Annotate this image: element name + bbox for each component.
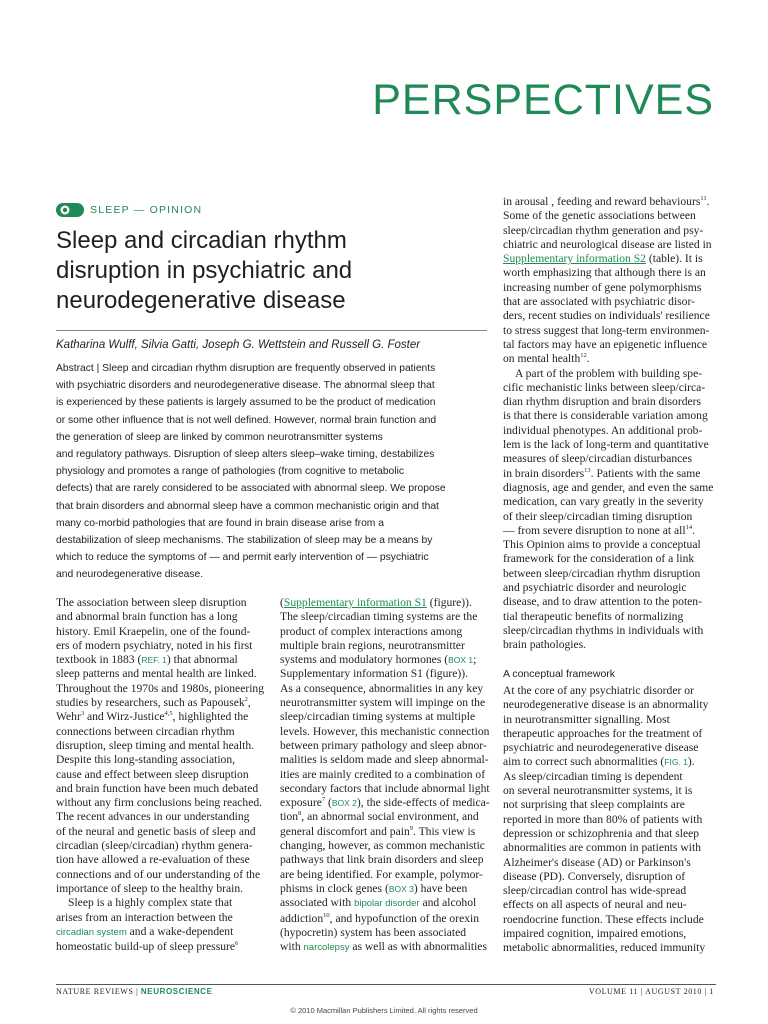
supplementary-link[interactable]: Supplementary information S1 [283, 596, 427, 609]
body-line: psychiatric and neurodegenerative disease [503, 741, 699, 755]
text-run: ( [280, 596, 284, 609]
body-line: and psychiatric disorder and neurologic [503, 581, 687, 595]
text-run: and alcohol [419, 896, 477, 910]
body-line: Throughout the 1970s and 1980s, pioneering [56, 681, 265, 695]
body-line [503, 755, 708, 769]
body-line: Supplementary information S1 (figure)). [280, 667, 469, 681]
author-list: Katharina Wulff, Silvia Gatti, Joseph G. Wettstein and Russell G. Foster [56, 339, 421, 351]
body-line: disease (PD). Conversely, disruption of [503, 869, 686, 883]
body-line: The association between sleep disruption [56, 596, 247, 609]
title-line: Sleep and circadian rhythm [56, 227, 347, 254]
abstract [56, 360, 490, 584]
text-run: . [586, 352, 590, 366]
citation-superscript: 13 [584, 466, 591, 474]
body-column-3 [503, 195, 713, 653]
body-line [280, 940, 490, 955]
article-title [56, 226, 486, 316]
citation-superscript: 8 [298, 810, 302, 818]
body-line [280, 825, 490, 839]
body-line [280, 882, 490, 896]
body-line: disease, and to draw attention to the poten- [503, 595, 702, 609]
body-line [503, 467, 713, 481]
body-line: without any firm conclusions being reached. [56, 796, 263, 810]
journal-name-part: NATURE REVIEWS | [56, 987, 141, 996]
body-line: multiple brain regions, neurotransmitter [280, 638, 465, 652]
text-run: — from severe disruption to none at all [503, 523, 686, 537]
text-run: ; [473, 653, 477, 667]
body-line: of the neural and genetic basis of sleep and [56, 824, 256, 838]
body-line: Some of the genetic associations between [503, 209, 696, 223]
text-run: ( [325, 796, 332, 810]
category-label: SLEEP — OPINION [90, 204, 203, 216]
citation-superscript: 3 [80, 710, 85, 718]
body-line: between sleep/circadian rhythm disruption [503, 566, 701, 580]
body-line: effects on all aspects of neural and neu- [503, 898, 687, 912]
body-line: disruption, sleep timing and mental health. [56, 738, 255, 752]
glossary-term[interactable]: circadian system [56, 926, 127, 938]
body-line: ders, recent studies on individuals' resilience [503, 309, 710, 323]
text-run: ). [687, 755, 695, 769]
body-line: tial therapeutic benefits of normalizing [503, 609, 684, 623]
text-run: on mental health [503, 352, 581, 366]
body-line: This Opinion aims to provide a conceptual [503, 538, 701, 552]
body-line [280, 596, 490, 610]
text-run: with [280, 940, 304, 954]
body-line: is that there is considerable variation among [503, 409, 708, 423]
body-column-3-lower [503, 684, 708, 956]
footer-divider [56, 984, 716, 985]
body-line [280, 653, 490, 667]
body-line [280, 912, 490, 926]
body-line [280, 810, 490, 824]
text-run: , an abnormal social environment, and [301, 810, 479, 824]
body-line: circadian (sleep/circadian) rhythm genera- [56, 839, 253, 853]
citation-superscript: 7 [321, 796, 326, 804]
abstract-line: with psychiatric disorders and neurodegenerative disease. The abnormal sleep that [56, 380, 435, 392]
body-line: and brain function have been much debated [56, 781, 259, 795]
citation-superscript: 4,5 [164, 710, 173, 718]
text-run: and Wirz-Justice [84, 710, 165, 724]
body-line: individual phenotypes. An additional prob- [503, 423, 703, 437]
body-line: impaired cognition, impaired emotions, [503, 927, 687, 941]
body-line: chiatric and neurological disease are listed in [503, 237, 712, 251]
abstract-line: the generation of sleep are linked by common neurotransmitter systems [56, 431, 383, 443]
body-line [56, 696, 264, 710]
body-line: of their sleep/circadian timing disruption [503, 509, 693, 523]
body-line: sleep/circadian timing systems at multiple [280, 710, 476, 724]
body-line: are being identified. For example, polymor- [280, 867, 483, 881]
body-line: secondary factors that include abnormal light [280, 781, 490, 795]
body-line: tion have allowed a re-evaluation of these [56, 853, 250, 867]
body-line: roendocrine function. These effects include [503, 912, 704, 926]
figure-link[interactable]: FIG. 1 [664, 757, 688, 768]
journal-name-part: NEUROSCIENCE [140, 987, 213, 996]
body-line: therapeutic approaches for the treatment of [503, 726, 703, 740]
body-line: medication, can vary greatly in the severity [503, 495, 704, 509]
body-column-2 [280, 596, 490, 955]
text-run: in brain disorders [503, 466, 585, 480]
body-line: changing, however, as common mechanistic [280, 839, 485, 853]
body-line: product of complex interactions among [280, 624, 463, 638]
body-line: At the core of any psychiatric disorder or [503, 684, 694, 697]
text-run: (table). It is [645, 252, 703, 266]
body-line: and abnormal brain function has a long [56, 610, 238, 624]
text-run: associated with [280, 896, 355, 910]
body-line: abnormalities are common in patients with [503, 841, 702, 855]
body-line [56, 710, 264, 724]
body-line: tal factors may have an epigenetic influence [503, 337, 708, 351]
body-line: cause and effect between sleep disruption [56, 767, 249, 781]
abstract-line: defects) that are rarely considered to be associated with abnormal sleep. We propose [56, 483, 446, 495]
abstract-line: and neurodegenerative disease. [56, 569, 204, 581]
abstract-line: and regulatory pathways. Disruption of sleep alters sleep–wake timing, destabilizes [56, 449, 435, 461]
citation-superscript: 6 [235, 940, 239, 948]
text-run: , highlighted the [172, 710, 249, 724]
body-line: malities is seldom made and sleep abnormal- [280, 753, 489, 767]
body-line: diagnosis, age and gender, and even the same [503, 480, 714, 494]
abstract-line: Abstract | Sleep and circadian rhythm disruption are frequently observed in patients [56, 363, 436, 374]
body-line [503, 524, 713, 538]
body-line: connections and of our understanding of the [56, 867, 261, 881]
body-line: framework for the consideration of a link [503, 552, 695, 566]
section-subheading: A conceptual framework [503, 668, 616, 680]
text-run: phisms in clock genes ( [280, 881, 389, 895]
copyright-notice: © 2010 Macmillan Publishers Limited. All rights reserved [290, 1006, 478, 1015]
body-line: depression or schizophrenia and that sleep [503, 826, 700, 840]
title-divider [56, 330, 487, 331]
text-run: ) have been [413, 881, 468, 895]
body-line: Despite this long-standing association, [56, 753, 236, 767]
body-line: As a consequence, abnormalities in any key [280, 681, 484, 695]
text-run: ) that abnormal [166, 653, 238, 667]
text-run: tion [280, 810, 299, 824]
text-run: (figure)). [426, 596, 472, 609]
text-run: in arousal , feeding and reward behaviours [503, 195, 701, 208]
abstract-line: which to reduce the symptoms of — and permit early intervention of — psychiatric [56, 552, 429, 564]
body-line: between primary pathology and sleep abnor- [280, 738, 487, 752]
body-line: to stress suggest that long-term environmen- [503, 323, 710, 337]
body-line [503, 252, 713, 266]
body-line: Alzheimer's disease (AD) or Parkinson's [503, 855, 691, 869]
body-line: sleep/circadian rhythms in individuals with [503, 623, 704, 637]
text-run: . This view is [413, 824, 476, 838]
body-line [280, 896, 490, 911]
body-line: levels. However, this mechanistic connection [280, 724, 490, 738]
body-line: ers of modern psychiatry, noted in his first [56, 638, 253, 652]
citation-superscript: 10 [323, 911, 330, 919]
body-line: neurodegenerative disease is an abnormality [503, 698, 709, 712]
body-line [56, 940, 264, 954]
body-line: history. Emil Kraepelin, one of the found- [56, 624, 251, 638]
supplementary-link[interactable]: Supplementary information S2 [503, 252, 646, 266]
text-run: . Patients with the same [590, 466, 701, 480]
body-line: arises from an interaction between the [56, 910, 233, 924]
body-line [503, 352, 713, 366]
body-line: dian rhythm disruption and brain disorders [503, 395, 702, 409]
text-run: exposure [280, 796, 322, 810]
body-line: measures of sleep/circadian disturbances [503, 452, 692, 466]
citation-superscript: 11 [700, 195, 707, 203]
body-line: importance of sleep to the healthy brain. [56, 881, 244, 895]
body-line: on several neurotransmitter systems, it is [503, 784, 693, 798]
abstract-line: physiology and promotes a range of pathologies (from cognitive to metabolic [56, 466, 405, 478]
body-line: A part of the problem with building spe- [515, 366, 703, 380]
body-line: sleep/circadian control has wide-spread [503, 884, 687, 898]
body-line: pathways that link brain disorders and sleep [280, 853, 484, 867]
body-line: lem is the lack of long-term and quantitative [503, 438, 709, 452]
body-line: sleep patterns and mental health are linked. [56, 667, 257, 681]
body-line: reported in more than 80% of patients with [503, 812, 703, 826]
body-line: ities are mainly credited to a combination of [280, 767, 486, 781]
abstract-line: is experienced by these patients is largely assumed to be the product of medication [56, 397, 436, 409]
text-run: studies by researchers, such as Papousek [56, 696, 245, 710]
text-run: general discomfort and pain [280, 824, 410, 838]
text-run: as well as with abnormalities [349, 940, 487, 954]
citation-superscript: 12 [580, 352, 587, 360]
volume-info: VOLUME 11 | AUGUST 2010 | 1 [588, 987, 714, 996]
text-run: homeostatic build-up of sleep pressure [56, 940, 236, 954]
body-line [280, 796, 490, 810]
citation-superscript: 14 [685, 523, 693, 531]
body-line: (hypocretin) system has been associated [280, 925, 467, 939]
text-run: , and hypofunction of the orexin [329, 911, 480, 925]
reference-link[interactable]: REF. 1 [141, 655, 167, 666]
text-run: and a wake-dependent [126, 924, 234, 938]
body-line: sleep/circadian rhythm generation and psy- [503, 223, 704, 237]
box-link[interactable]: BOX 1 [448, 655, 474, 666]
body-line: cific mechanistic links between sleep/circa- [503, 380, 706, 394]
citation-superscript: 9 [409, 824, 413, 832]
text-run: Wehr [56, 710, 81, 724]
sleep-ring-icon [56, 203, 84, 217]
journal-name [56, 987, 213, 996]
text-run: ), the side-effects of medica- [356, 796, 490, 810]
text-run: , [247, 696, 251, 710]
body-line: As sleep/circadian timing is dependent [503, 769, 683, 783]
section-header: PERSPECTIVES [372, 76, 714, 124]
body-line [56, 653, 264, 667]
glossary-term[interactable]: bipolar disorder [354, 898, 420, 910]
body-line: that are associated with psychiatric disor- [503, 295, 695, 309]
box-link[interactable]: BOX 2 [331, 798, 357, 809]
text-run: . [692, 523, 695, 537]
body-line: worth emphasizing that although there is an [503, 266, 706, 280]
title-line: disruption in psychiatric and [56, 257, 353, 284]
body-line: increasing number of gene polymorphisms [503, 280, 702, 294]
body-line: not surprising that sleep complaints are [503, 798, 685, 812]
body-line: neurotransmitter system will impinge on the [280, 696, 486, 710]
abstract-line: or some other influence that is not well defined. However, normal brain function and [56, 414, 437, 426]
glossary-term[interactable]: narcolepsy [303, 942, 350, 954]
body-line: in neurotransmitter signalling. Most [503, 712, 670, 726]
body-line: The sleep/circadian timing systems are the [280, 610, 478, 624]
abstract-line: many co-morbid pathologies that are found in brain disease arise from a [56, 517, 384, 529]
title-line: neurodegenerative disease [56, 287, 346, 314]
text-run: systems and modulatory hormones ( [280, 653, 449, 667]
text-run: . [706, 195, 710, 208]
body-line [56, 925, 264, 940]
text-run: aim to correct such abnormalities ( [503, 755, 665, 769]
body-line [503, 195, 713, 209]
body-line: brain pathologies. [503, 638, 587, 652]
citation-superscript: 2 [244, 696, 248, 704]
abstract-line: destabilization of sleep mechanisms. The stabilization of sleep may be a means by [56, 535, 433, 547]
body-line: connections between circadian rhythm [56, 724, 235, 738]
abstract-line: that brain disorders and abnormal sleep have a common mechanistic origin and that [56, 500, 439, 512]
body-column-1 [56, 596, 264, 954]
body-line: The recent advances in our understanding [56, 810, 250, 824]
body-line: Sleep is a highly complex state that [68, 896, 233, 910]
article-category [56, 202, 202, 218]
body-line: metabolic abnormalities, reduced immunity [503, 941, 706, 955]
text-run: textbook in 1883 ( [56, 653, 142, 667]
box-link[interactable]: BOX 3 [388, 883, 414, 894]
text-run: addiction [280, 911, 324, 925]
